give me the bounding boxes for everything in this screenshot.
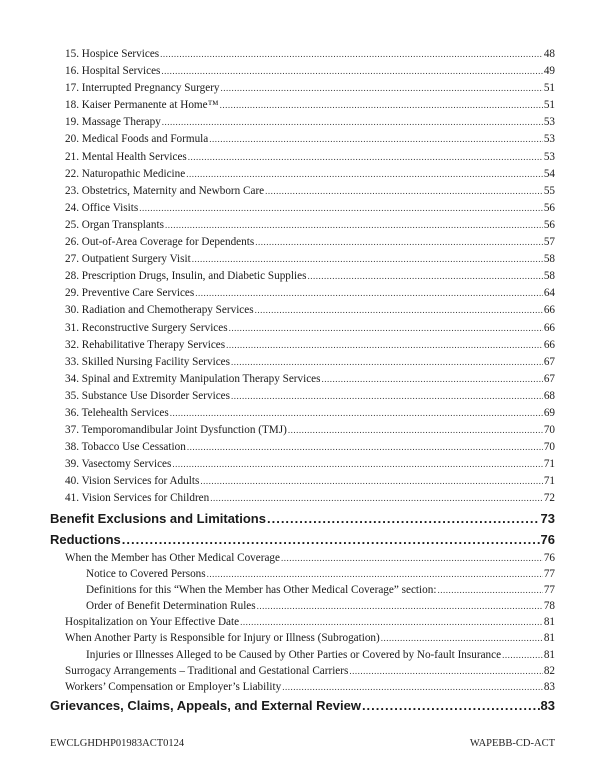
toc-entry[interactable]	[50, 473, 555, 490]
toc-entry[interactable]	[50, 371, 555, 388]
toc-entry-page: 77	[543, 583, 555, 596]
dot-leader	[229, 320, 543, 337]
toc-entry-page: 66	[543, 304, 555, 317]
toc-entry-page: 70	[543, 441, 555, 454]
toc-entry-label: 32. Rehabilitative Therapy Services	[65, 338, 226, 351]
toc-entry-page: 53	[543, 116, 555, 129]
toc-entry[interactable]	[50, 439, 555, 456]
toc-entry-label: 16. Hospital Services	[65, 65, 161, 78]
toc-entry-page: 67	[543, 372, 555, 385]
toc-entry[interactable]	[50, 131, 555, 148]
toc-entry[interactable]	[50, 354, 555, 371]
toc-entry-page: 81	[543, 616, 555, 629]
toc-entry-page: 54	[543, 167, 555, 180]
toc-entry-other-coverage[interactable]	[50, 550, 555, 566]
dot-leader	[381, 630, 543, 646]
toc-entry-page: 66	[543, 338, 555, 351]
dot-leader	[349, 663, 542, 679]
dot-leader	[186, 166, 543, 183]
dot-leader	[288, 422, 543, 439]
toc-entry-page: 66	[543, 321, 555, 334]
toc-entry-page: 81	[543, 648, 555, 661]
dot-leader	[226, 337, 543, 354]
dot-leader	[437, 582, 542, 598]
dot-leader	[172, 456, 542, 473]
toc-entry-label: Hospitalization on Your Effective Date	[65, 616, 240, 629]
toc-entry-label: 21. Mental Health Services	[65, 150, 187, 163]
toc-entry-order-rules[interactable]	[50, 598, 555, 614]
toc-entry[interactable]	[50, 268, 555, 285]
toc-entry-hospitalization[interactable]	[50, 614, 555, 630]
toc-entry-workers-comp[interactable]	[50, 679, 555, 695]
toc-entry-page: 72	[543, 492, 555, 505]
toc-entry-page: 58	[543, 253, 555, 266]
dot-leader	[220, 97, 543, 114]
toc-entry-reductions[interactable]	[50, 529, 555, 550]
toc-entry-label: When the Member has Other Medical Coverage	[65, 551, 280, 564]
toc-entry-label: 15. Hospice Services	[65, 48, 160, 60]
toc-entry-label: 19. Massage Therapy	[65, 116, 161, 129]
toc-entry[interactable]	[50, 97, 555, 114]
toc-entry-label: Notice to Covered Persons	[86, 567, 206, 580]
dot-leader	[187, 439, 543, 456]
toc-entry-label: 38. Tobacco Use Cessation	[65, 441, 186, 454]
dot-leader	[281, 550, 543, 566]
toc-entry-surrogacy[interactable]	[50, 663, 555, 679]
toc-entry[interactable]	[50, 166, 555, 183]
toc-entry-label: 40. Vision Services for Adults	[65, 475, 200, 488]
toc-entry-page: 68	[543, 389, 555, 402]
toc-entry-label: 39. Vasectomy Services	[65, 458, 172, 471]
toc-entry-label: 28. Prescription Drugs, Insulin, and Diabetic Supplies	[65, 270, 307, 283]
toc-entry-page: 71	[543, 458, 555, 471]
toc-entry-page: 76	[540, 531, 555, 547]
toc-entry-page: 78	[543, 600, 555, 613]
toc-entry[interactable]	[50, 114, 555, 131]
toc-entry-label: 25. Organ Transplants	[65, 218, 164, 231]
dot-leader	[231, 388, 543, 405]
dot-leader	[161, 63, 542, 80]
page-footer	[50, 738, 555, 749]
toc-entry[interactable]	[50, 46, 555, 63]
toc-entry[interactable]	[50, 183, 555, 200]
toc-entry[interactable]	[50, 422, 555, 439]
toc-entry-page: 64	[543, 287, 555, 300]
dot-leader	[122, 529, 540, 550]
dot-leader	[240, 614, 543, 630]
toc-entry[interactable]	[50, 285, 555, 302]
dot-leader	[502, 647, 543, 663]
table-of-contents	[50, 46, 555, 716]
toc-entry-label: 35. Substance Use Disorder Services	[65, 389, 230, 402]
toc-entry-label: Grievances, Claims, Appeals, and External Review	[50, 698, 361, 714]
toc-entry-page: 70	[543, 424, 555, 437]
toc-entry-page: 81	[543, 632, 555, 645]
dot-leader	[210, 490, 543, 507]
dot-leader	[307, 268, 542, 285]
toc-entry-page: 48	[543, 48, 555, 60]
toc-entry-label: When Another Party is Responsible for Injury or Illness (Subrogation)	[65, 632, 380, 645]
dot-leader	[362, 695, 540, 716]
dot-leader	[195, 285, 543, 302]
dot-leader	[139, 200, 543, 217]
toc-entry-label: 31. Reconstructive Surgery Services	[65, 321, 228, 334]
toc-entry-label: 22. Naturopathic Medicine	[65, 167, 186, 180]
toc-entry-label: Injuries or Illnesses Alleged to be Caused by Other Parties or Covered by No-fault Insurance	[86, 648, 502, 661]
toc-entry[interactable]	[50, 405, 555, 422]
toc-entry-page: 69	[543, 406, 555, 419]
toc-entry[interactable]	[50, 302, 555, 319]
toc-entry-label: Reductions	[50, 531, 121, 547]
toc-entry-label: 30. Radiation and Chemotherapy Services	[65, 304, 254, 317]
toc-entry-label: 37. Temporomandibular Joint Dysfunction (TMJ)	[65, 424, 287, 437]
toc-entry-label: 18. Kaiser Permanente at Home™	[65, 99, 219, 112]
toc-entry-page: 56	[543, 201, 555, 214]
dot-leader	[267, 508, 540, 529]
toc-entry-label: Workers’ Compensation or Employer’s Liability	[65, 681, 282, 694]
toc-entry-page: 73	[540, 510, 555, 526]
toc-entry-label: 36. Telehealth Services	[65, 406, 169, 419]
toc-entry-notice[interactable]	[50, 566, 555, 582]
toc-entry-page: 51	[543, 82, 555, 95]
toc-entry-label: 17. Interrupted Pregnancy Surgery	[65, 82, 220, 95]
toc-entry[interactable]	[50, 63, 555, 80]
toc-entry-page: 82	[543, 664, 555, 677]
toc-entry-page: 49	[543, 65, 555, 78]
toc-entry[interactable]	[50, 251, 555, 268]
toc-entry-page: 57	[543, 236, 555, 249]
toc-entry-label: 29. Preventive Care Services	[65, 287, 195, 300]
toc-entry-label: 34. Spinal and Extremity Manipulation Therapy Services	[65, 372, 321, 385]
toc-entry-benefit-exclusions[interactable]	[50, 508, 555, 529]
footer-form-code: WAPEBB-CD-ACT	[469, 738, 555, 749]
toc-entry-page: 77	[543, 567, 555, 580]
toc-entry-label: 27. Outpatient Surgery Visit	[65, 253, 191, 266]
dot-leader	[257, 598, 543, 614]
dot-leader	[231, 354, 543, 371]
toc-entry-page: 58	[543, 270, 555, 283]
toc-entry-label: Benefit Exclusions and Limitations	[50, 510, 266, 526]
dot-leader	[188, 149, 543, 166]
dot-leader	[265, 183, 543, 200]
dot-leader	[255, 234, 543, 251]
toc-entry-label: Surrogacy Arrangements – Traditional and Gestational Carriers	[65, 664, 349, 677]
toc-entry[interactable]	[50, 490, 555, 507]
dot-leader	[162, 114, 543, 131]
toc-entry-definitions[interactable]	[50, 582, 555, 598]
toc-entry[interactable]	[50, 149, 555, 166]
toc-entry-page: 53	[543, 133, 555, 146]
toc-entry-page: 51	[543, 99, 555, 112]
toc-entry-page: 83	[540, 698, 555, 714]
dot-leader	[200, 473, 543, 490]
toc-entry-subrogation[interactable]	[50, 630, 555, 646]
dot-leader	[221, 80, 543, 97]
toc-entry[interactable]	[50, 337, 555, 354]
toc-entry-page: 67	[543, 355, 555, 368]
toc-entry-page: 71	[543, 475, 555, 488]
toc-entry-label: 26. Out-of-Area Coverage for Dependents	[65, 236, 255, 249]
dot-leader	[170, 405, 543, 422]
toc-entry-label: 24. Office Visits	[65, 201, 139, 214]
toc-entry[interactable]	[50, 217, 555, 234]
dot-leader	[282, 679, 543, 695]
toc-entry-label: Definitions for this “When the Member has Other Medical Coverage” section:	[86, 583, 437, 596]
dot-leader	[192, 251, 543, 268]
dot-leader	[209, 131, 543, 148]
toc-entry[interactable]	[50, 456, 555, 473]
toc-entry-label: 23. Obstetrics, Maternity and Newborn Care	[65, 184, 265, 197]
toc-entry-page: 53	[543, 150, 555, 163]
toc-entry-label: Order of Benefit Determination Rules	[86, 600, 256, 613]
dot-leader	[165, 217, 543, 234]
dot-leader	[207, 566, 543, 582]
toc-entry-grievances[interactable]	[50, 695, 555, 716]
toc-entry[interactable]	[50, 234, 555, 251]
dot-leader	[322, 371, 543, 388]
toc-entry[interactable]	[50, 200, 555, 217]
numbered-benefits-list	[50, 46, 555, 508]
dot-leader	[160, 46, 543, 63]
dot-leader	[255, 302, 543, 319]
toc-entry[interactable]	[50, 320, 555, 337]
toc-entry-label: 33. Skilled Nursing Facility Services	[65, 355, 230, 368]
toc-entry-label: 41. Vision Services for Children	[65, 492, 210, 505]
toc-entry-injuries[interactable]	[50, 647, 555, 663]
toc-entry-page: 76	[543, 551, 555, 564]
toc-entry[interactable]	[50, 388, 555, 405]
footer-document-code: EWCLGHDHP01983ACT0124	[50, 738, 185, 749]
toc-entry-page: 55	[543, 184, 555, 197]
toc-entry[interactable]	[50, 80, 555, 97]
toc-entry-page: 56	[543, 218, 555, 231]
toc-entry-label: 20. Medical Foods and Formula	[65, 133, 209, 146]
toc-entry-page: 83	[543, 681, 555, 694]
